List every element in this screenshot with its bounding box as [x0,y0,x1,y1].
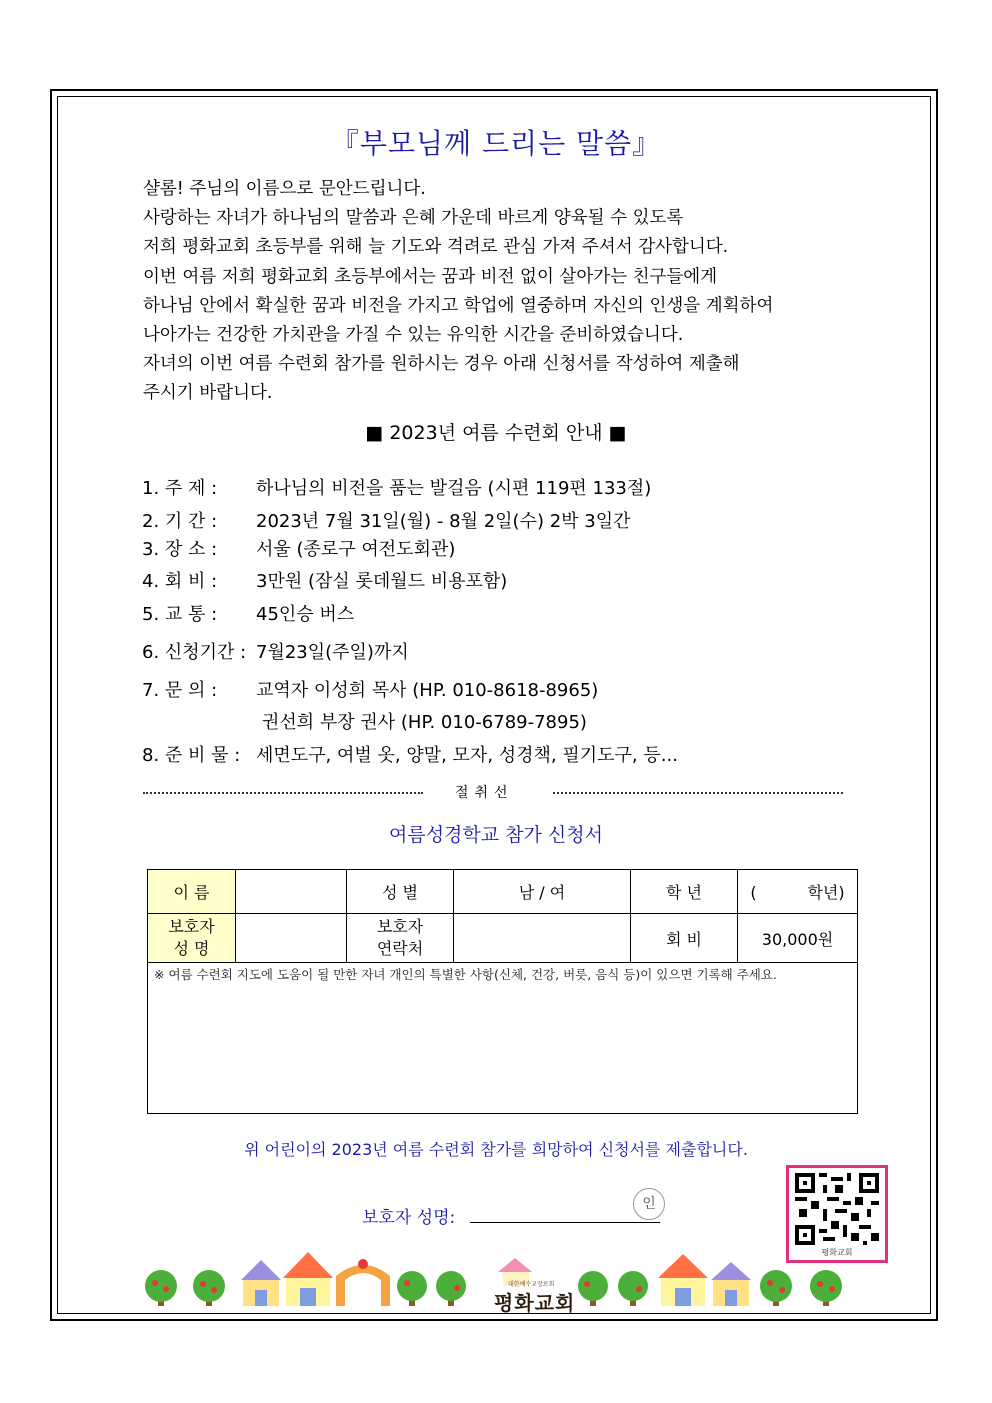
intro-line: 이번 여름 저희 평화교회 초등부에서는 꿈과 비전 없이 살아가는 친구들에게 [143,266,718,287]
info-value: 2023년 7월 31일(월) - 8월 2일(수) 2박 3일간 [256,511,631,532]
house-icon [283,1252,333,1306]
info-label: 3. 장 소 : [142,539,218,560]
name-label: 이 름 [148,870,236,914]
qr-code-icon [795,1173,879,1245]
guardian-contact-field[interactable] [454,914,631,963]
guardian-contact-label [347,914,454,963]
info-item-theme [142,474,651,500]
church-name: 평화교회 [494,1291,576,1315]
tree-icon [145,1270,177,1306]
info-item-transport [142,600,354,626]
house-icon [658,1254,708,1306]
tree-icon [760,1270,792,1306]
info-label: 2. 기 간 : [142,511,218,532]
signature-line[interactable] [470,1222,660,1223]
gender-label: 성 별 [347,870,454,914]
intro-line: 샬롬! 주님의 이름으로 문안드립니다. [143,179,426,199]
info-value: 서울 (종로구 여전도회관) [256,539,456,560]
grade-field[interactable]: ( 학년) [738,870,858,914]
guardian-contact-label-line: 연락처 [376,939,424,958]
tree-icon [810,1270,842,1306]
fee-label: 회 비 [631,914,738,963]
info-label: 4. 회 비 : [142,571,218,592]
special-notes-hint: ※ 여름 수련회 지도에 도움이 될 만한 자녀 개인의 특별한 사항(신체, 건강, 버릇, 음식 등)이 있으면 기록해 주세요. [154,967,777,982]
intro-line: 자녀의 이번 여름 수련회 참가를 원하시는 경우 아래 신청서를 작성하여 제출해 [143,354,740,375]
info-value: 교역자 이성희 목사 (HP. 010-8618-8965) [256,680,599,701]
guardian-name-label-line: 성 명 [173,939,210,958]
info-label: 7. 문 의 : [142,680,218,701]
info-item-supplies [142,741,678,767]
guardian-contact-label-line: 보호자 [376,917,424,936]
info-label: 8. 준 비 물 : [142,745,241,766]
gender-field[interactable]: 남 / 여 [454,870,631,914]
fee-value: 30,000원 [738,914,858,963]
house-icon [241,1260,281,1306]
application-form [147,869,858,1114]
intro-line: 나아가는 건강한 가치관을 가질 수 있는 유익한 시간을 준비하였습니다. [143,325,684,346]
tree-icon [578,1271,608,1306]
tree-icon [436,1271,466,1306]
page-title: 『부모님께 드리는 말씀』 [330,127,662,160]
tree-icon [193,1270,225,1306]
special-notes-field[interactable] [148,963,858,1114]
info-value: 세면도구, 여벌 옷, 양말, 모자, 성경책, 필기도구, 등... [256,745,678,766]
church-logo [478,1252,578,1315]
info-value: 하나님의 비전을 품는 발걸음 (시편 119편 133절) [256,478,652,499]
intro-line: 하나님 안에서 확실한 꿈과 비전을 가지고 학업에 열중하며 자신의 인생을 계획하여 [143,295,774,316]
info-label: 6. 신청기간 : [142,642,247,663]
info-value: 45인승 버스 [256,604,355,625]
qr-code[interactable] [786,1165,888,1263]
tree-icon [397,1271,427,1306]
name-field[interactable] [236,870,347,914]
info-item-contact [142,676,598,702]
house-icon [711,1262,751,1306]
intro-paragraph [143,175,773,409]
info-value: 7월23일(주일)까지 [256,642,409,663]
info-item-place [142,535,455,561]
seal-mark: 인 [633,1188,665,1220]
intro-line: 사랑하는 자녀가 하나님의 말씀과 은혜 가운데 바르게 양육될 수 있도록 [143,208,684,229]
intro-line: 주시기 바랍니다. [143,383,273,404]
grade-label: 학 년 [631,870,738,914]
signature-label: 보호자 성명: [362,1208,456,1228]
info-item-fee [142,567,507,593]
info-label: 1. 주 제 : [142,478,218,499]
dotted-line-right [553,792,843,794]
tree-icon [618,1271,648,1306]
guardian-name-field[interactable] [236,914,347,963]
intro-line: 저희 평화교회 초등부를 위해 늘 기도와 격려로 관심 가져 주셔서 감사합니다. [143,237,729,258]
cut-line-label: 절취선 [455,785,514,801]
guide-title: ■ 2023년 여름 수련회 안내 ■ [365,422,627,444]
info-item-contact-2 [148,708,587,734]
cut-line [143,780,843,804]
info-value: 3만원 (잠실 롯데월드 비용포함) [256,571,508,592]
guardian-name-label-line: 보호자 [168,917,215,936]
guardian-name-label [148,914,236,963]
dotted-line-left [143,792,423,794]
info-item-period [142,507,631,533]
church-subtitle: 대한예수교장로회 [508,1281,555,1288]
qr-caption: 평화교회 [821,1248,853,1257]
form-title: 여름성경학교 참가 신청서 [389,824,603,846]
info-item-deadline [142,638,409,664]
info-value: 권선희 부장 권사 (HP. 010-6789-7895) [262,712,587,733]
gate-icon [336,1259,390,1306]
declaration: 위 어린이의 2023년 여름 수련회 참가를 희망하여 신청서를 제출합니다. [244,1140,748,1159]
info-label: 5. 교 통 : [142,604,218,625]
